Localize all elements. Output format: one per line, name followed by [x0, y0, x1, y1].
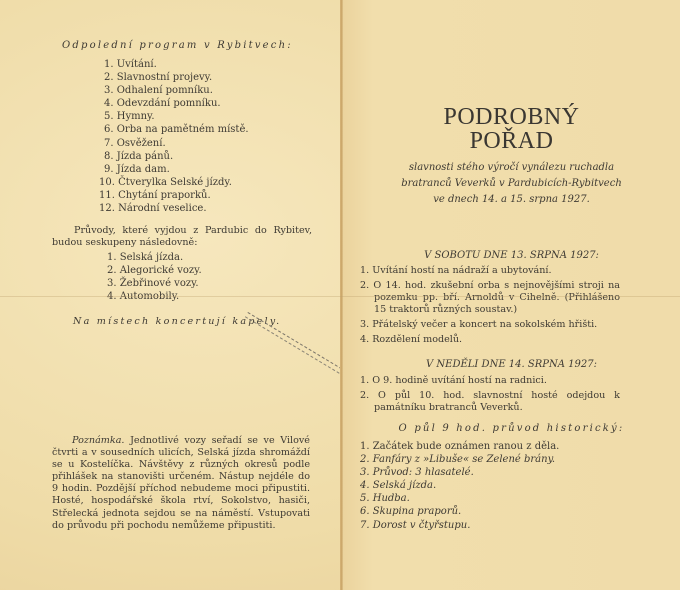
note-paragraph — [52, 435, 310, 532]
list-item: 2. Alegorické vozy. — [107, 265, 202, 277]
list-item: 7. Osvěžení. — [104, 137, 166, 149]
list-item: 1. O 9. hodině uvítání hostí na radnici. — [360, 375, 547, 386]
list-item: 6. Orba na pamětném místě. — [104, 124, 249, 136]
list-item: 1. Uvítání hostí na nádraží a ubytování. — [360, 265, 552, 276]
subtitle-line-3: ve dnech 14. a 15. srpna 1927. — [433, 194, 590, 205]
list-item: 2. O 14. hod. zkušební orba s nejnovějšími stroji na pozemku pp. bří. Arnoldů v Cihelně. (Přihlášeno 15 traktorů různých soustav.) — [360, 280, 620, 316]
horizontal-crease — [0, 296, 680, 297]
saturday-list — [360, 265, 620, 347]
list-item: 4. Odevzdání pomníku. — [104, 98, 221, 110]
subtitle-line-1: slavnosti stého výročí vynálezu ruchadla — [408, 162, 615, 173]
right-page — [343, 0, 680, 590]
title-line-2: POŘAD — [469, 128, 554, 154]
parade-list — [360, 440, 559, 532]
list-item: 5. Hudba. — [360, 493, 410, 505]
list-item: 1. Selská jízda. — [107, 252, 184, 263]
bands-note: Na místech koncertují kapely. — [73, 316, 282, 327]
list-item: 6. Skupina praporů. — [360, 506, 462, 518]
list-item: 8. Jízda pánů. — [104, 150, 174, 162]
list-item: 4. Rozdělení modelů. — [360, 334, 463, 346]
list-item: 11. Chytání praporků. — [99, 189, 211, 201]
title-line-1: PODROBNÝ — [443, 104, 580, 130]
procession-intro: Průvody, které vyjdou z Pardubic do Rybitev, budou seskupeny následovně: — [52, 225, 312, 249]
list-item: 4. Selská jízda. — [360, 480, 437, 492]
subtitle-line-2: bratranců Veverků v Pardubicích-Rybitvech — [401, 178, 622, 189]
parade-heading: O půl 9 hod. průvod historický: — [398, 423, 625, 434]
note-text: Jednotlivé vozy seřadí se ve Vilové čtvrti a v sousedních ulicích, Selská jízda shromáždí se u Kostelíčka. Návštěvy z různých okresů podle přihlášek na stanovišti určeném. Nástup nejdéle do 9 hodin. Pozdější příchod nebudeme moci připustiti. Hosté, hospodářské škola rtví, Sokolstvo, hasiči, Střelecká jednota sejdou se na náměstí. Vstupovati do průvodu při pochodu nemůžeme připustiti. — [52, 435, 310, 531]
list-item: 1. Začátek bude oznámen ranou z děla. — [360, 441, 560, 452]
list-item: 7. Dorost v čtyřstupu. — [360, 519, 471, 531]
list-item: 4. Automobily. — [107, 291, 180, 303]
list-item: 5. Hymny. — [104, 111, 155, 123]
list-item: 9. Jízda dam. — [104, 163, 170, 175]
list-item: 3. Žebřinové vozy. — [107, 278, 199, 290]
program-heading: Odpolední program v Rybitvech: — [62, 40, 293, 51]
sunday-list — [360, 375, 620, 414]
program-list — [99, 58, 249, 215]
note-label: Poznámka. — [72, 435, 125, 446]
list-item: 3. Průvod: 3 hlasatelé. — [360, 467, 474, 479]
sunday-heading: V NEDĚLI DNE 14. SRPNA 1927: — [426, 359, 597, 370]
list-item: 2. Fanfáry z »Libuše« se Zelené brány. — [360, 454, 556, 466]
list-item: 12. Národní veselice. — [99, 203, 207, 215]
list-item: 2. O půl 10. hod. slavnostní hosté odejdou k památníku bratranců Veverků. — [360, 390, 620, 414]
list-item: 3. Přátelský večer a koncert na sokolském hřišti. — [360, 319, 598, 331]
list-item: 1. Uvítání. — [104, 59, 157, 70]
saturday-heading: V SOBOTU DNE 13. SRPNA 1927: — [424, 250, 599, 261]
list-item: 3. Odhalení pomníku. — [104, 85, 213, 97]
list-item: 2. Slavnostní projevy. — [104, 72, 213, 84]
list-item: 10. Čtverylka Selské jízdy. — [99, 176, 232, 188]
